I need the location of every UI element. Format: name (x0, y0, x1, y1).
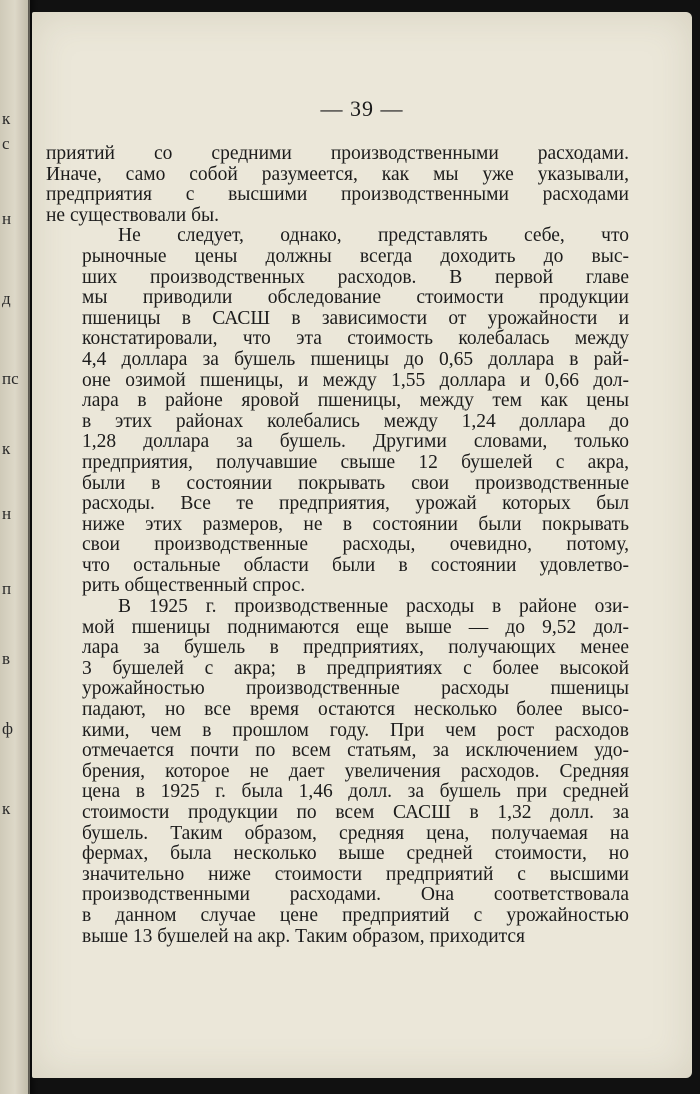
adjacent-page-edge (0, 0, 30, 1094)
text-line: бушель. Таким образом, средняя цена, получаемая на (82, 822, 629, 844)
text-line: урожайностью производственные расходы пшеницы (82, 678, 629, 700)
text-line: 4,4 доллара за бушель пшеницы до 0,65 доллара в рай- (82, 348, 629, 370)
text-line: фермах, была несколько выше средней стоимости, но (82, 843, 629, 865)
paragraph (46, 597, 629, 947)
left-page-fragment: к (2, 109, 11, 128)
page-number: — 39 — (320, 96, 404, 121)
text-line: стоимости продукции по всем САСШ в 1,32 долл. за (82, 802, 629, 823)
text-line: констатировали, что эта стоимость колебалась между (82, 328, 629, 350)
text-line: брения, которое не дает увеличения расходов. Средняя (82, 760, 629, 782)
text-line: предприятия с высшими производственными расходами (46, 184, 629, 206)
text-line: были в состоянии покрывать свои производственные (82, 472, 629, 494)
text-line: ниже этих размеров, не в состоянии были покрывать (82, 513, 629, 535)
paragraph (46, 226, 629, 597)
text-line: ших производственных расходов. В первой главе (82, 266, 629, 288)
text-line: рить общественный спрос. (82, 575, 306, 597)
left-page-fragment: в (2, 649, 11, 668)
text-line: в этих районах колебались между 1,24 доллара до (82, 410, 629, 432)
text-line: значительно ниже стоимости предприятий с высшими (82, 863, 629, 885)
left-page-fragment: н (2, 504, 12, 523)
paragraph (46, 144, 629, 226)
left-page-fragment: н (2, 209, 12, 228)
text-line: производственными расходами. Она соответствовала (82, 884, 629, 906)
text-line: оне озимой пшеницы, и между 1,55 доллара и 0,66 дол- (82, 369, 629, 391)
text-line: расходы. Все те предприятия, урожай которых был (82, 493, 629, 515)
text-line: в данном случае цене предприятий с урожайностью (82, 904, 629, 926)
text-line: выше 13 бушелей на акр. Таким образом, приходится (82, 925, 526, 947)
text-line: что остальные области были в состоянии удовлетво- (82, 554, 629, 576)
text-line: кими, чем в прошлом году. При чем рост расходов (82, 719, 629, 741)
text-line: Иначе, само собой разумеется, как мы уже указывали, (46, 163, 629, 185)
text-line: пшеницы в САСШ в зависимости от урожайности и (82, 307, 629, 329)
text-line: приятий со средними производственными расходами. (46, 143, 629, 164)
left-page-fragment: п (2, 579, 12, 598)
left-page-fragment: к (2, 799, 11, 818)
left-page-fragment: д (2, 289, 11, 308)
text-line: мой пшеницы поднимаются еще выше — до 9,52 дол- (82, 616, 629, 638)
text-line: лара за бушель в предприятиях, получающих менее (82, 637, 629, 659)
left-page-fragment: пс (2, 369, 19, 388)
body-text (46, 144, 629, 947)
left-page-fragment: ф (2, 719, 14, 738)
text-line: падают, но все время остаются несколько более высо- (82, 699, 629, 721)
text-line: лара в районе яровой пшеницы, между тем как цены (82, 390, 629, 412)
text-line: свои производственные расходы, очевидно, потому, (82, 534, 629, 556)
left-page-fragment: с (2, 134, 10, 153)
text-line: 3 бушелей с акра; в предприятиях с более высокой (82, 657, 629, 679)
text-line: отмечается почти по всем статьям, за исключением удо- (82, 740, 629, 762)
left-page-fragment: к (2, 439, 11, 458)
text-line: В 1925 г. производственные расходы в районе ози- (118, 596, 629, 618)
text-line: не существовали бы. (46, 204, 219, 226)
text-line: 1,28 доллара за бушель. Другими словами, только (82, 431, 629, 453)
text-line: цена в 1925 г. была 1,46 долл. за бушель при средней (82, 781, 629, 803)
text-line: рыночные цены должны всегда доходить до выс- (82, 245, 629, 267)
text-line: Не следует, однако, представлять себе, что (118, 225, 629, 247)
text-line: мы приводили обследование стоимости продукции (82, 287, 629, 309)
text-line: предприятия, получавшие свыше 12 бушелей с акра, (82, 451, 629, 473)
book-page (32, 12, 692, 1078)
